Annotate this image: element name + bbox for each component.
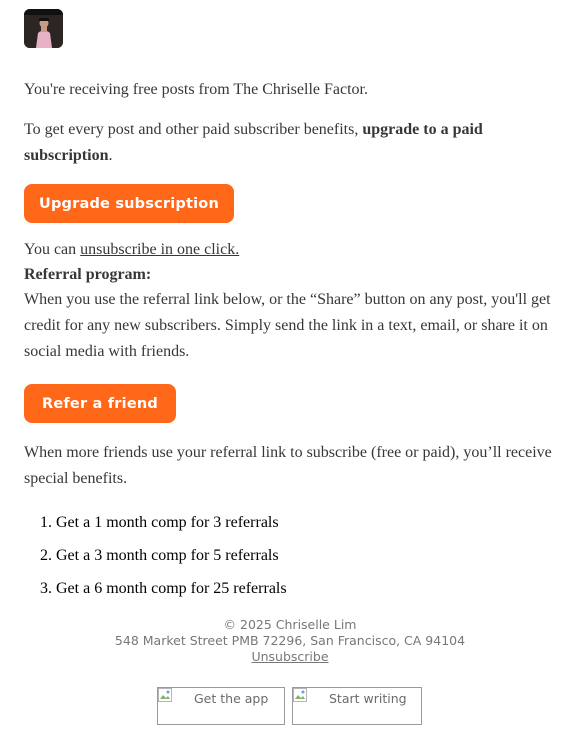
referral-heading: Referral program: <box>24 266 152 283</box>
upgrade-button-label: Upgrade subscription <box>39 195 219 212</box>
footer-address: 548 Market Street PMB 72296, San Francisco, CA 94104 <box>114 633 466 648</box>
referral-body: When you use the referral link below, or the “Share” button on any post, you'll get credit for any new subscribers. Simply send the link in a text, email, or share it on social media with friends. <box>24 291 551 360</box>
profile-photo-image <box>24 9 63 48</box>
footer-unsubscribe-link[interactable]: Unsubscribe <box>251 649 329 664</box>
start-writing-label: Start writing <box>329 691 407 706</box>
upgrade-emphasis: upgrade to a paid subscription <box>24 121 483 164</box>
receiving-text: You're receiving free posts from The Chriselle Factor. <box>24 81 368 98</box>
publication-name: The Chriselle Factor <box>233 81 364 98</box>
broken-image-icon <box>158 688 174 704</box>
footer-copyright: © 2025 Chriselle Lim <box>223 617 357 632</box>
get-the-app-label: Get the app <box>194 691 269 706</box>
list-item: 2. Get a 3 month comp for 5 referrals <box>40 547 279 564</box>
benefits-text: When more friends use your referral link to subscribe (free or paid), you’ll receive special benefits. <box>24 444 552 487</box>
upgrade-text: To get every post and other paid subscriber benefits, upgrade to a paid subscription. <box>24 121 483 164</box>
rewards-list <box>40 510 287 609</box>
broken-image-icon <box>293 688 309 704</box>
upgrade-subscription-button[interactable] <box>24 184 234 223</box>
list-item: 3. Get a 6 month comp for 25 referrals <box>40 580 287 597</box>
refer-a-friend-button[interactable] <box>24 384 176 423</box>
start-writing-button[interactable] <box>292 687 422 725</box>
refer-button-label: Refer a friend <box>42 395 158 412</box>
unsubscribe-text: You can unsubscribe in one click. <box>24 241 240 258</box>
footer-unsubscribe-wrap <box>0 649 580 665</box>
get-the-app-button[interactable] <box>157 687 285 725</box>
unsubscribe-link[interactable]: unsubscribe in one click. <box>80 241 240 258</box>
list-item: 1. Get a 1 month comp for 3 referrals <box>40 514 279 531</box>
avatar <box>24 9 63 48</box>
